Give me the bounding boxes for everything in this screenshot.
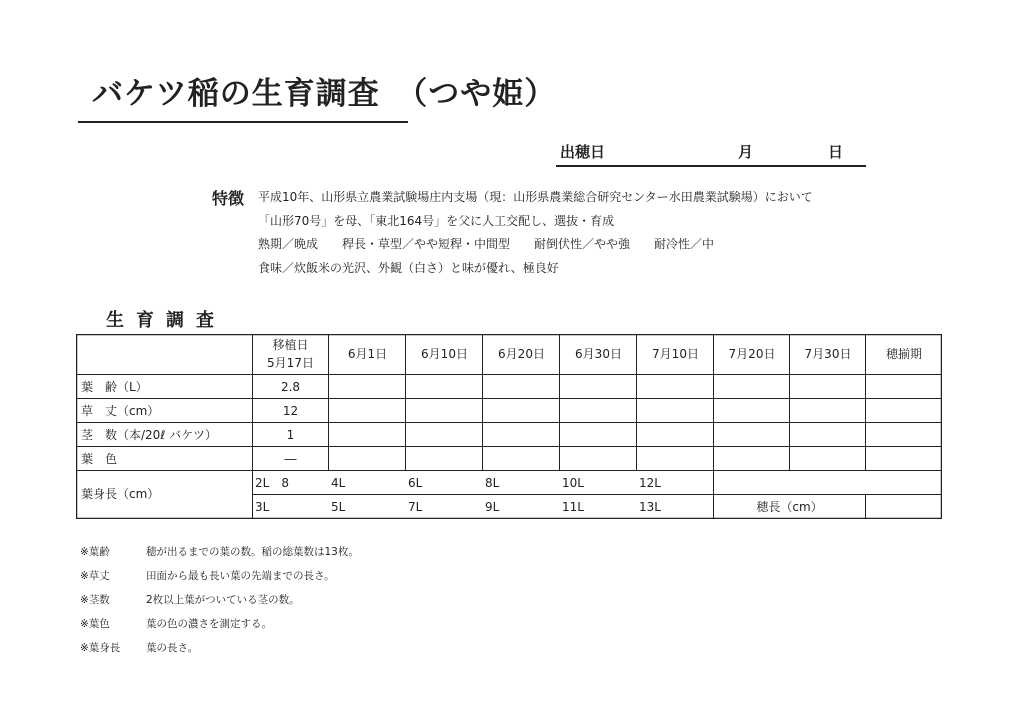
feature-line-taste: 食味／炊飯米の光沢、外観（白さ）と味が優れ、極良好 [258, 261, 559, 275]
row-label-stem-count: 茎 数（本/20ℓ バケツ） [81, 428, 217, 442]
growth-survey-table [76, 334, 942, 519]
date-header-cell: 6月10日 [421, 347, 468, 361]
date-header-cell: 6月20日 [498, 347, 545, 361]
note-text: 葉の長さ。 [146, 642, 199, 654]
leaf-length-bottom-cell: 11L [562, 500, 584, 514]
row-value-leaf-age: 2.8 [280, 380, 301, 394]
row-label-leaf-color: 葉 色 [81, 452, 118, 466]
title-underline [78, 121, 408, 123]
leaf-length-top-cell: 2L 8 [255, 476, 289, 490]
row-label-leaf-age: 葉 齢（L） [81, 380, 148, 394]
heading-underline [556, 165, 866, 167]
note-key: ※葉色 [80, 618, 110, 630]
feature-line-traits: 熟期／晩成 稈長・草型／やや短稈・中間型 耐倒伏性／やや強 耐冷性／中 [258, 237, 715, 251]
date-header-cell: 7月30日 [804, 347, 852, 361]
note-text: 穂が出るまでの葉の数。稲の総葉数は13枚。 [146, 546, 359, 558]
row-value-leaf-color: ― [284, 452, 297, 466]
row-label-plant-height: 草 丈（cm） [81, 404, 160, 418]
feature-line-origin: 平成10年、山形県立農業試験場庄内支場（現：山形県農業総合研究センター水田農業試験場）において [258, 190, 813, 204]
date-header-cell: 7月20日 [728, 347, 776, 361]
row-label-leaf-length: 葉身長（cm） [81, 487, 160, 501]
leaf-length-top-cell: 6L [408, 476, 423, 490]
leaf-length-top-cell: 12L [639, 476, 661, 490]
date-header-cell: 6月30日 [575, 347, 622, 361]
leaf-length-bottom-cell: 5L [331, 500, 346, 514]
heading-day: 日 [828, 143, 844, 161]
transplant-header-label: 移植日 [272, 338, 309, 352]
transplant-header-date: 5月17日 [267, 356, 314, 370]
row-value-plant-height: 12 [282, 404, 299, 418]
note-key: ※葉齢 [80, 546, 110, 558]
date-header-cell: 7月10日 [652, 347, 699, 361]
heading-label: 出穂日 [560, 143, 606, 161]
features-label: 特徴 [212, 189, 245, 208]
note-text: 2枚以上葉がついている茎の数。 [146, 594, 300, 606]
note-key: ※茎数 [80, 594, 110, 606]
leaf-length-bottom-cell: 9L [485, 500, 500, 514]
note-key: ※葉身長 [80, 642, 121, 654]
note-text: 田面から最も長い葉の先端までの長さ。 [146, 570, 335, 582]
leaf-length-bottom-cell: 13L [639, 500, 661, 514]
feature-line-parents: 「山形70号」を母、「東北164号」を父に人工交配し、選抜・育成 [258, 214, 615, 228]
page-title: バケツ稲の生育調査 （つや姫） [92, 76, 557, 112]
heading-date-row [560, 141, 865, 165]
panicle-length-label: 穂長（cm） [756, 500, 823, 514]
note-key: ※草丈 [80, 570, 110, 582]
section-title: 生育調査 [106, 310, 226, 331]
heading-month: 月 [738, 143, 754, 161]
leaf-length-bottom-cell: 3L [255, 500, 270, 514]
date-header-cell: 6月1日 [347, 347, 388, 361]
leaf-length-bottom-cell: 7L [408, 500, 423, 514]
leaf-length-top-cell: 10L [562, 476, 584, 490]
note-text: 葉の色の濃さを測定する。 [146, 618, 272, 630]
leaf-length-top-cell: 4L [331, 476, 346, 490]
row-value-stem-count: 1 [286, 428, 295, 442]
date-header-cell: 穂揃期 [885, 347, 922, 361]
leaf-length-top-cell: 8L [485, 476, 500, 490]
